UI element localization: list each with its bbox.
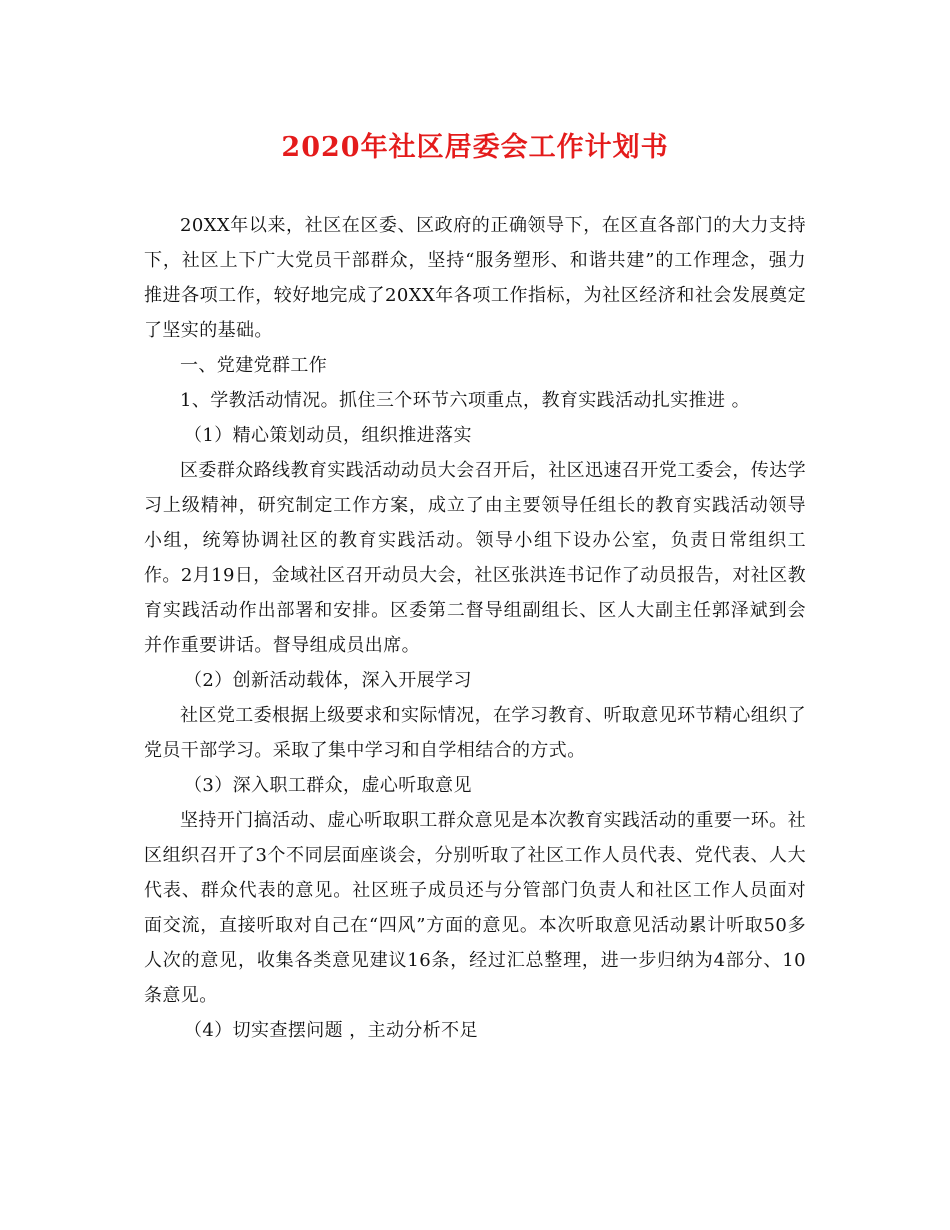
section-heading: （3）深入职工群众，虚心听取意见 [184, 775, 472, 796]
section-heading: （4）切实查摆问题 ，主动分析不足 [184, 1020, 478, 1041]
body-paragraph: 20XX年以来，社区在区委、区政府的正确领导下，在区直各部门的大力支持下，社区上下广大党员干部群众，坚持“服务塑形、和谐共建”的工作理念，强力推进各项工作，较好地完成了20XX年各项工作指标，为社区经济和社会发展奠定了坚实的基础。 [144, 215, 806, 341]
body-paragraph: 坚持开门搞活动、虚心听取职工群众意见是本次教育实践活动的重要一环。社区组织召开了3个不同层面座谈会，分别听取了社区工作人员代表、党代表、人大代表、群众代表的意见。社区班子成员还与分管部门负责人和社区工作人员面对面交流，直接听取对自己在“四风”方面的意见。本次听取意见活动累计听取50多人次的意见，收集各类意见建议16条，经过汇总整理，进一步归纳为4部分、10条意见。 [144, 810, 806, 1006]
document-body [144, 208, 806, 1048]
section-heading: 1、学教活动情况。抓住三个环节六项重点，教育实践活动扎实推进 。 [180, 390, 750, 411]
section-heading: 一、党建党群工作 [180, 355, 328, 376]
body-paragraph: 区委群众路线教育实践活动动员大会召开后，社区迅速召开党工委会，传达学习上级精神，研究制定工作方案，成立了由主要领导任组长的教育实践活动领导小组，统筹协调社区的教育实践活动。领导小组下设办公室，负责日常组织工作。2月19日，金域社区召开动员大会，社区张洪连书记作了动员报告，对社区教育实践活动作出部署和安排。区委第二督导组副组长、区人大副主任郭泽斌到会并作重要讲话。督导组成员出席。 [144, 460, 806, 656]
section-heading: （1）精心策划动员，组织推进落实 [184, 425, 472, 446]
section-heading: （2）创新活动载体，深入开展学习 [184, 670, 472, 691]
document-title: 2020年社区居委会工作计划书 [281, 132, 669, 163]
body-paragraph: 社区党工委根据上级要求和实际情况，在学习教育、听取意见环节精心组织了党员干部学习。采取了集中学习和自学相结合的方式。 [144, 705, 806, 761]
